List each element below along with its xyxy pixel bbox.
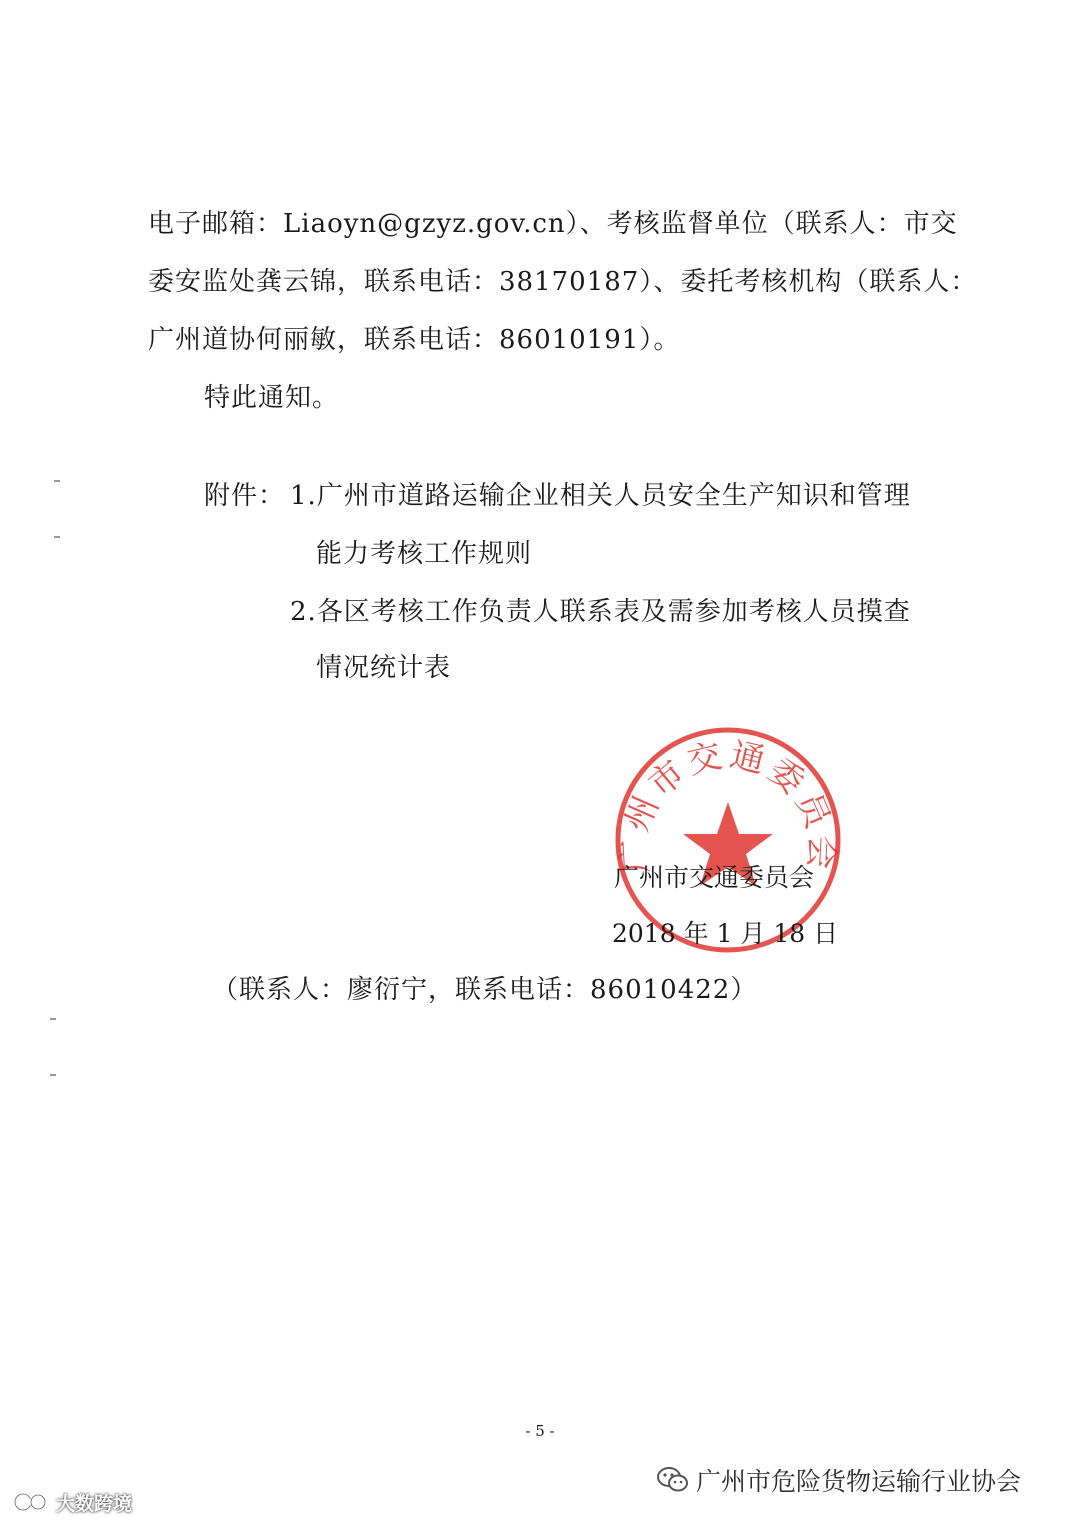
attachments-label: 附件： — [204, 481, 286, 511]
body-line-3: 广州道协何丽敏，联系电话：86010191）。 — [148, 325, 681, 355]
scan-mark — [54, 536, 60, 538]
body-line-2: 委安监处龚云锦，联系电话：38170187）、委托考核机构（联系人： — [148, 267, 978, 297]
attachment-1-line-1: 1.广州市道路运输企业相关人员安全生产知识和管理 — [290, 481, 911, 511]
watermark-platform-name: 大数跨境 — [56, 1492, 133, 1515]
body-line-1: 电子邮箱：Liaoyn@gzyz.gov.cn）、考核监督单位（联系人：市交 — [148, 209, 958, 239]
watermark-org-name: 广州市危险货物运输行业协会 — [696, 1467, 1022, 1496]
attachment-1-line-2: 能力考核工作规则 — [316, 539, 533, 569]
attachment-2-line-1: 2.各区考核工作负责人联系表及需参加考核人员摸查 — [290, 597, 911, 627]
wechat-icon — [656, 1465, 690, 1495]
wechat-watermark — [656, 1462, 1021, 1498]
scan-mark — [50, 1074, 56, 1076]
contact-line: （联系人：廖衍宁，联系电话：86010422） — [212, 975, 758, 1005]
page-number: - 5 - — [525, 1422, 555, 1440]
platform-watermark — [12, 1488, 132, 1516]
issue-date: 2018 年 1 月 18 日 — [612, 919, 839, 948]
chat-bubbles-icon — [12, 1491, 52, 1513]
closing-text: 特此通知。 — [204, 383, 340, 413]
issuer-name: 广州市交通委员会 — [614, 863, 815, 892]
seal-text: 广州市交通委员会 — [614, 734, 842, 875]
scan-mark — [50, 1018, 56, 1020]
scan-mark — [54, 480, 60, 482]
attachment-2-line-2: 情况统计表 — [316, 653, 452, 683]
